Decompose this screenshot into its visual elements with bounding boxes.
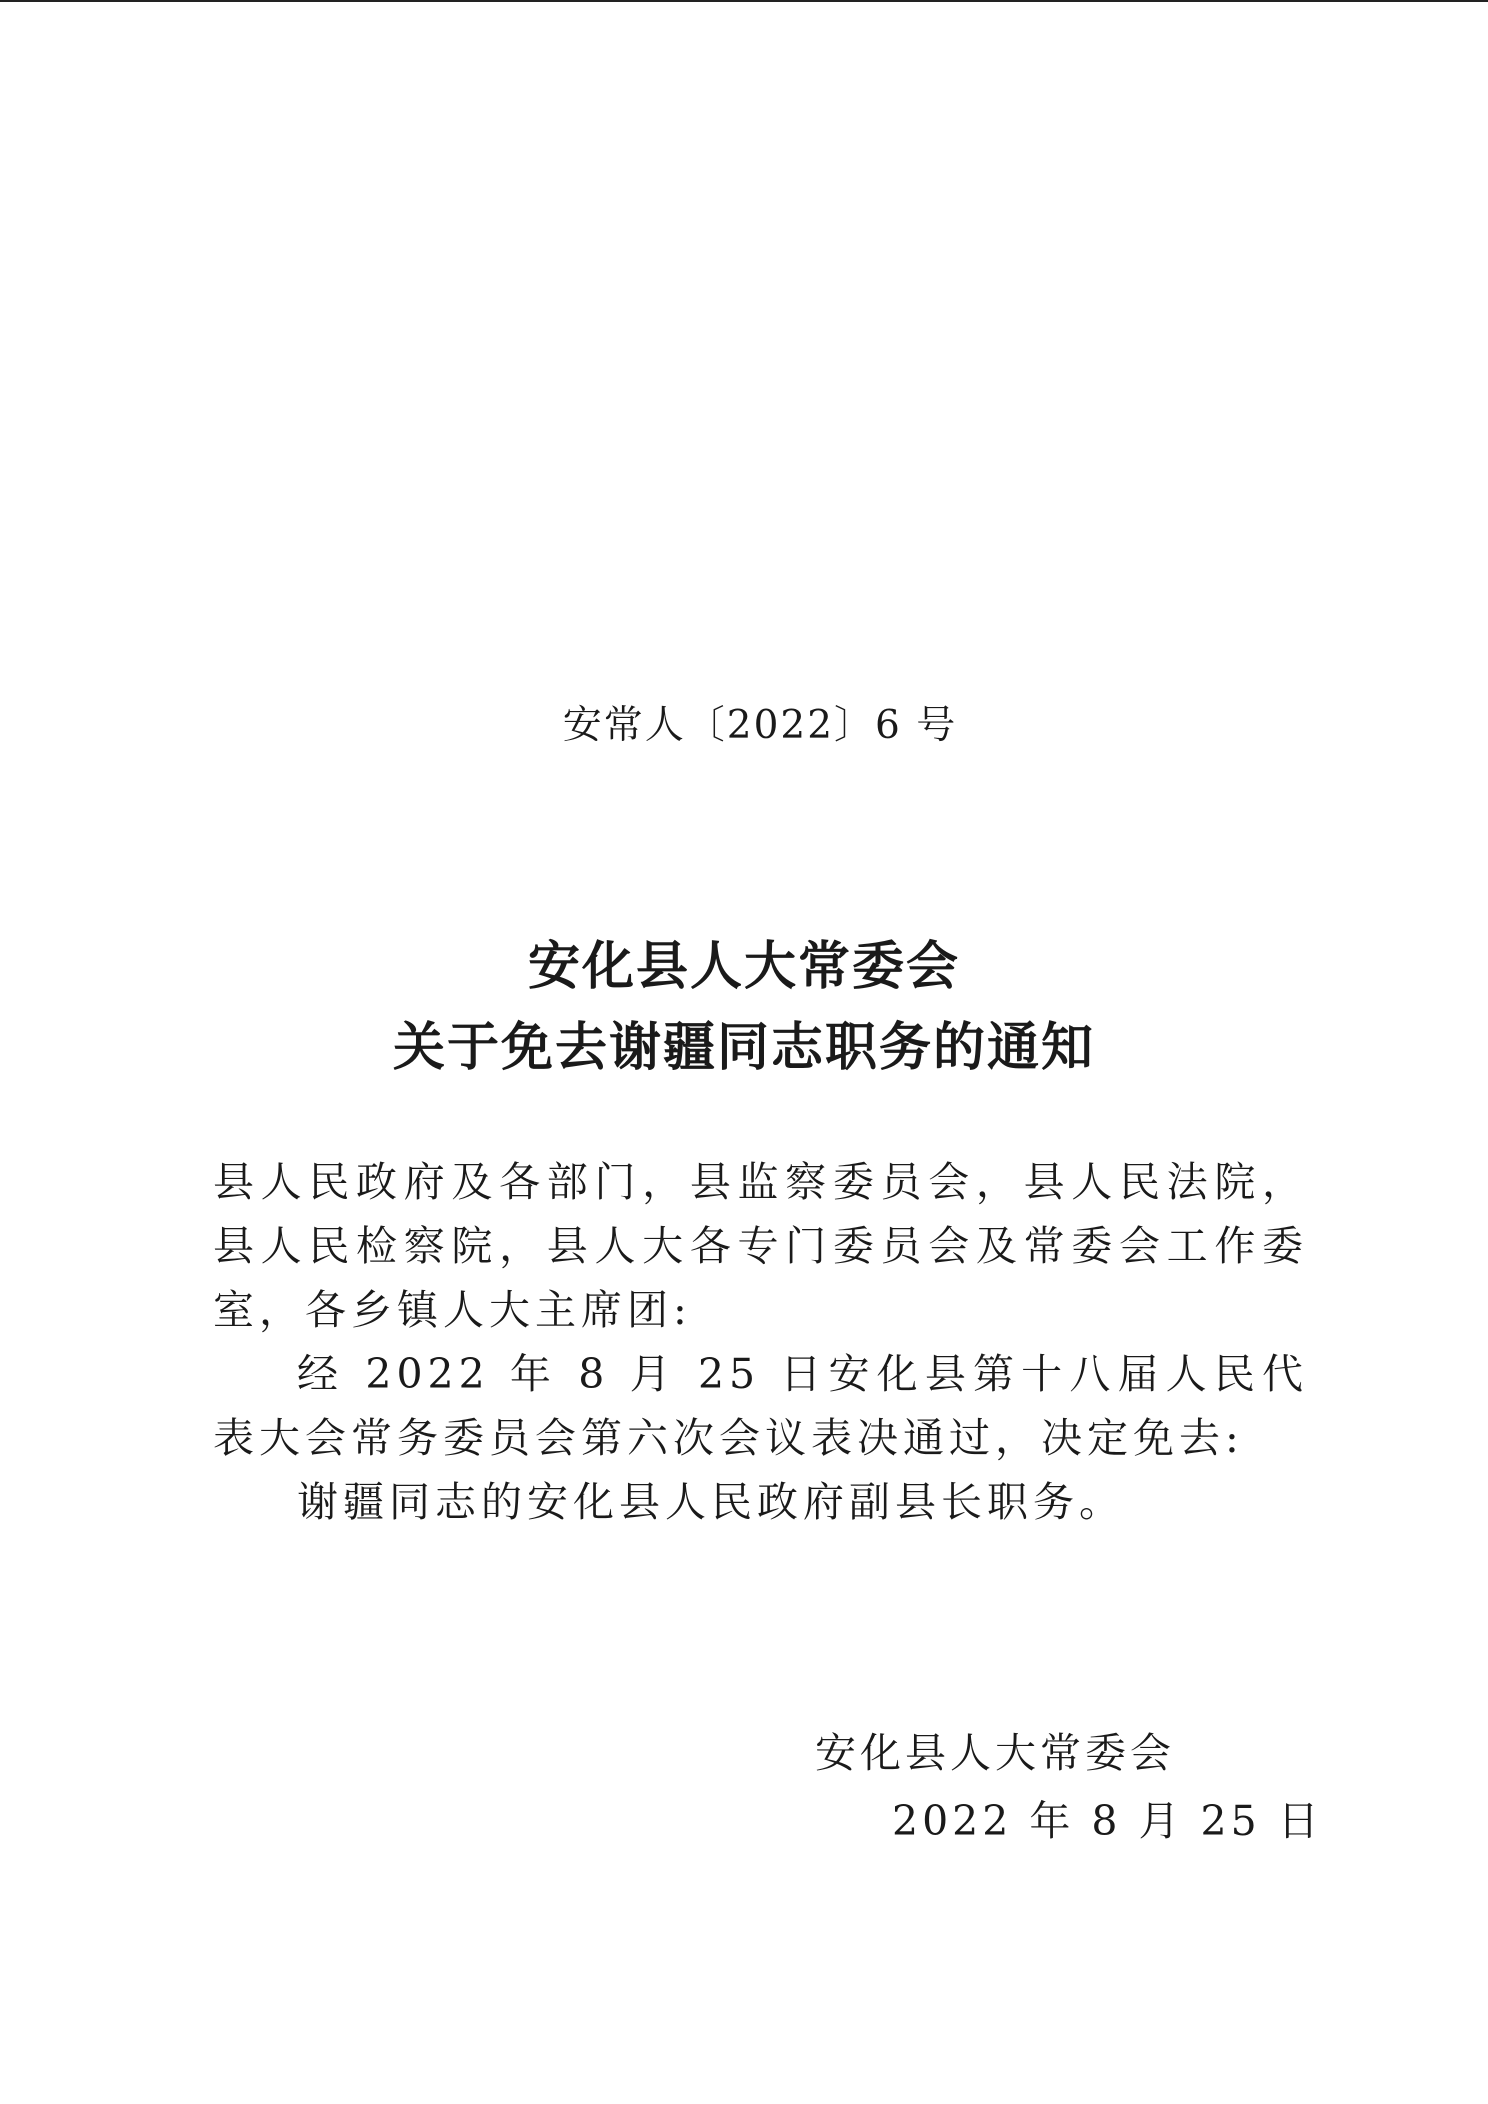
signature-date: 2022 年 8 月 25 日 bbox=[892, 1797, 1323, 1845]
document-title-line-2: 关于免去谢疆同志职务的通知 bbox=[392, 1018, 1095, 1078]
document-number: 安常人〔2022〕6 号 bbox=[562, 703, 958, 748]
decision-paragraph: 经 2022 年 8 月 25 日安化县第十八届人民代表大会常务委员会第六次会议表决通过，决定免去: bbox=[213, 1350, 1308, 1462]
signature-organization: 安化县人大常委会 bbox=[815, 1729, 1175, 1777]
recipients-paragraph: 县人民政府及各部门，县监察委员会，县人民法院，县人民检察院，县人大各专门委员会及常委会工作委室，各乡镇人大主席团: bbox=[213, 1158, 1308, 1334]
document-title-line-1: 安化县人大常委会 bbox=[527, 937, 960, 997]
page-top-border bbox=[0, 0, 1488, 2]
dismissal-paragraph: 谢疆同志的安化县人民政府副县长职务。 bbox=[297, 1478, 1125, 1526]
